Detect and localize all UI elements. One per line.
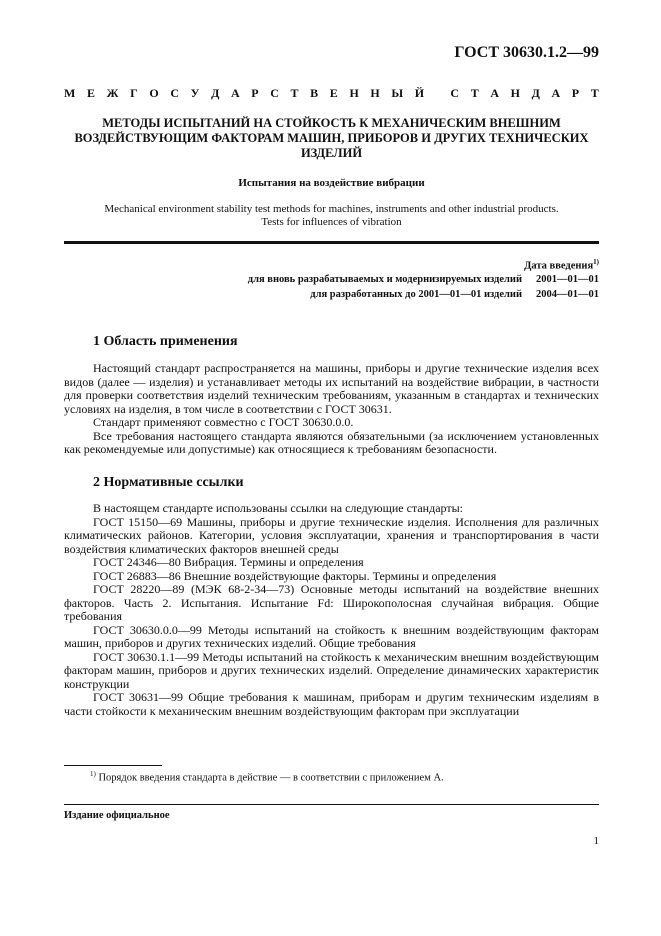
english-title — [64, 203, 599, 229]
footnote — [90, 770, 444, 784]
reference-item: ГОСТ 28220—89 (МЭК 68-2-34—73) Основные методы испытаний на воздействие внешних факторов. Часть 2. Испытания. Испытание Fd: Широкополосная случайная вибрация. Общие требования — [64, 582, 599, 623]
section-scope-body — [64, 362, 599, 457]
reference-item: ГОСТ 24346—80 Вибрация. Термины и определения — [93, 555, 364, 569]
banner-letter: А — [551, 86, 561, 100]
banner-letter: Д — [211, 86, 220, 100]
reference-item: ГОСТ 30631—99 Общие требования к машинам, приборам и другим техническим изделиям в части стойкости к механическим внешним воздействующим факторам при эксплуатации — [64, 690, 599, 718]
paragraph: Стандарт применяют совместно с ГОСТ 30630.0.0. — [93, 415, 354, 429]
banner-letter: У — [190, 86, 200, 100]
banner-letter: Г — [130, 86, 138, 100]
footnote-text: Порядок введения стандарта в действие — в соответствии с приложением А. — [98, 772, 444, 784]
document-subtitle: Испытания на воздействие вибрации — [238, 177, 425, 189]
banner-letter: А — [230, 86, 240, 100]
english-title-line1: Mechanical environment stability test methods for machines, instruments and other industrial products. — [104, 203, 559, 215]
banner-letter: Ж — [106, 86, 119, 100]
document-code: ГОСТ 30630.1.2—99 — [454, 44, 599, 61]
banner-letter: В — [310, 86, 319, 100]
document-title: МЕТОДЫ ИСПЫТАНИЙ НА СТОЙКОСТЬ К МЕХАНИЧЕСКИМ ВНЕШНИМ ВОЗДЕЙСТВУЮЩИМ ФАКТОРАМ МАШИН, ПРИБОРОВ И ДРУГИХ ТЕХНИЧЕСКИХ ИЗДЕЛИЙ — [74, 116, 589, 160]
section-references-body — [64, 502, 599, 718]
reference-item: ГОСТ 30630.1.1—99 Методы испытаний на стойкость к механическим внешним воздействующим факторам машин, приборов и других технических изделий. Определение динамических характеристик конструкции — [64, 649, 599, 691]
banner-letter: М — [64, 86, 76, 100]
banner-letter: Н — [510, 86, 520, 100]
reference-item: ГОСТ 15150—69 Машины, приборы и другие технические изделия. Исполнения для различных климатических районов. Категории, условия эксплуатации, хранения и транспортирования в части воздействия климатических факторов внешней среды — [64, 514, 599, 556]
paragraph: Настоящий стандарт распространяется на машины, приборы и другие технические изделия всех видов (далее — изделия) и устанавливает методы их испытаний на воздействие вибрации, в частности для проверки соответствия изделий техническим требованиям, указанным в стандартах и технических условиях на изделия, в том числе в соответствии с ГОСТ 30631. — [64, 361, 599, 416]
banner-letter: Е — [86, 86, 95, 100]
intro-date-row-existing: для разработанных до 2001—01—01 изделий 2004—01—01 — [310, 289, 599, 300]
footnote-marker: 1) — [90, 770, 96, 778]
footer-divider — [64, 804, 599, 805]
banner-letter: О — [149, 86, 159, 100]
banner-letter: Р — [251, 86, 259, 100]
banner-letter: Д — [531, 86, 540, 100]
section-heading-references: 2 Нормативные ссылки — [93, 475, 244, 490]
banner-letter: А — [490, 86, 499, 100]
banner-letter: Е — [329, 86, 338, 100]
banner-letter: С — [270, 86, 279, 100]
intro-date-label: Дата введения$^{1)}$ — [524, 258, 599, 272]
banner-letter: Й — [414, 86, 425, 100]
banner-letter: Т — [290, 86, 299, 100]
interstate-standard-banner — [64, 86, 599, 101]
intro-date-row-new: для вновь разрабатываемых и модернизируемых изделий 2001—01—01 — [247, 274, 599, 285]
banner-letter — [436, 86, 439, 101]
banner-letter: Т — [470, 86, 479, 100]
banner-letter: Н — [349, 86, 359, 100]
paragraph: В настоящем стандарте использованы ссылки на следующие стандарты: — [93, 501, 464, 515]
edition-label: Издание официальное — [64, 810, 170, 821]
english-title-line2: Tests for influences of vibration — [261, 216, 402, 228]
banner-letter: Т — [590, 86, 599, 100]
title-divider — [64, 241, 599, 244]
reference-item: ГОСТ 26883—86 Внешние воздействующие факторы. Термины и определения — [93, 568, 497, 583]
paragraph: Все требования настоящего стандарта являются обязательными (за исключением установленных как рекомендуемые или допустимые) как относящиеся к требованиям безопасности. — [64, 428, 599, 456]
banner-letter: Ы — [391, 86, 404, 100]
banner-letter: С — [170, 86, 179, 100]
footnote-divider — [64, 765, 162, 766]
banner-letter: Н — [370, 86, 380, 100]
page-number: 1 — [593, 835, 599, 847]
banner-letter: С — [450, 86, 460, 100]
section-heading-scope: 1 Область применения — [93, 334, 238, 349]
reference-item: ГОСТ 30630.0.0—99 Методы испытаний на стойкость к внешним воздействующим факторам машин, приборов и других технических изделий. Общие требования — [64, 622, 599, 650]
banner-letter: Р — [571, 86, 580, 100]
